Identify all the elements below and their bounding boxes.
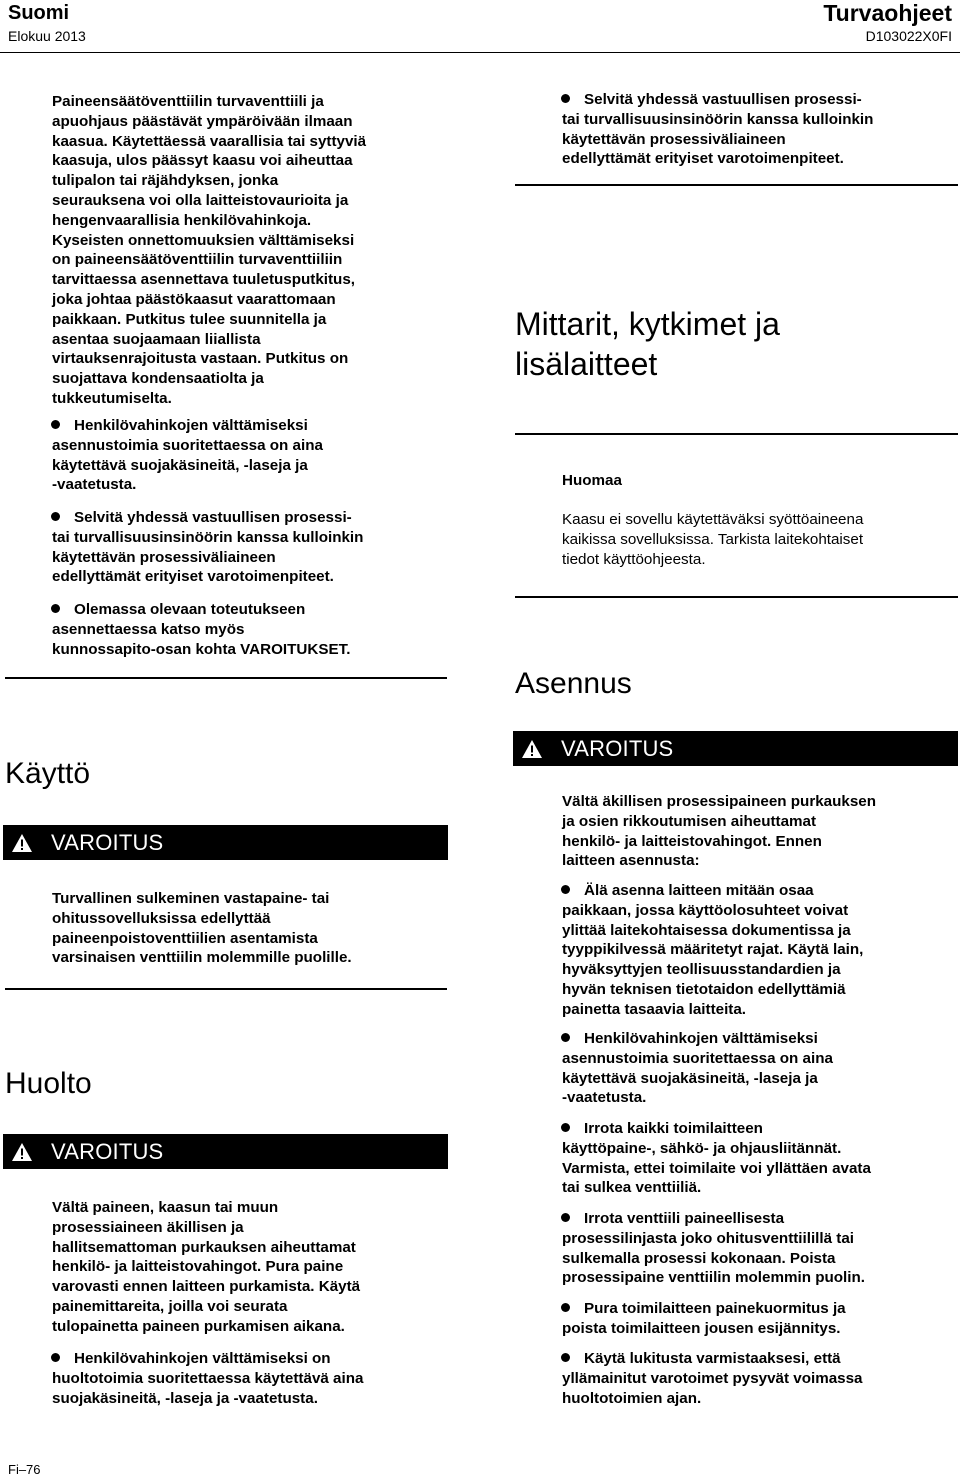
bullet-icon — [561, 885, 570, 894]
warning-banner — [3, 825, 448, 860]
section-divider — [515, 184, 958, 186]
bullet-icon — [51, 420, 60, 429]
warning-icon — [11, 1142, 33, 1162]
text-line: asentaa suojaamaan liiallista — [52, 330, 261, 348]
text-line: kaasuja, ulos päässyt kaasu voi aiheuttaa — [52, 152, 353, 170]
list-item: Irrota kaikki toimilaitteen käyttöpaine-, sähkö- ja ohjausliitännät. Varmista, ettei toimilaite voi yllättäen avata tai sulkea venttiiliä. — [562, 1120, 871, 1197]
header-title: Turvaohjeet — [823, 0, 952, 26]
section-divider — [5, 677, 447, 679]
list-item: Henkilövahinkojen välttämiseksi on huoltotoimia suoritettaessa käytettävä aina suojakäsineitä, -laseja ja -vaatetusta. — [52, 1350, 364, 1407]
text-line: seurauksena voi olla laitteistovaurioita ja — [52, 191, 349, 209]
section-divider — [5, 988, 447, 990]
warning-label: VAROITUS — [561, 735, 674, 761]
text-line: tarvittaessa asennettava tuuletusputkitus, — [52, 271, 356, 289]
text-line: joka johtaa päästökaasut vaarattomaan — [52, 290, 336, 308]
list-item: Selvitä yhdessä vastuullisen prosessi- tai turvallisuusinsinöörin kanssa kulloinkin käytettävän prosessiväliaineen edellyttämät erityiset varotoimenpiteet. — [52, 509, 364, 586]
section-divider — [515, 596, 958, 598]
intro-warning-text — [52, 92, 452, 409]
warning-icon — [11, 833, 33, 853]
header-doc-number: D103022X0FI — [865, 28, 952, 44]
bullet-icon — [561, 1213, 570, 1222]
bullet-icon — [561, 1303, 570, 1312]
bullet-icon — [561, 1353, 570, 1362]
text-line: apuohjaus päästävät ympäröivään ilmaan — [52, 112, 353, 130]
section-divider — [515, 433, 958, 435]
warning-label: VAROITUS — [51, 829, 164, 855]
warning-text: Turvallinen sulkeminen vastapaine- tai ohitussovelluksissa edellyttää paineenpoistoventtiilien asentamista varsinaisen venttiilin molemmille puolille. — [52, 890, 352, 967]
text-line: on paineensäätöventtiilin turvaventtiiliin — [52, 251, 343, 269]
warning-banner — [513, 731, 958, 766]
text-line: Kyseisten onnettomuuksien välttämiseksi — [52, 231, 355, 249]
text-line: hengenvaarallisia henkilövahinkoja. — [52, 211, 312, 229]
section-heading-mittarit: Mittarit, kytkimet ja lisälaitteet — [515, 306, 780, 382]
text-line: virtauksenrajoitusta vastaan. Putkitus on — [52, 350, 349, 368]
header-date: Elokuu 2013 — [8, 28, 86, 44]
text-line: suojattava kondensaatiolta ja — [52, 370, 264, 388]
header-rule — [0, 52, 960, 53]
list-item: Pura toimilaitteen painekuormitus ja poista toimilaitteen jousen esijännitys. — [562, 1300, 846, 1337]
bullet-icon — [51, 604, 60, 613]
warning-text: Vältä paineen, kaasun tai muun prosessiaineen äkillisen ja hallitsemattoman purkauksen aiheuttamat henkilö- ja laitteistovahingot. Pura paine varovasti ennen laitteen purkamista. Käytä painemittareita, joilla voi seurata tulopainetta paineen purkamisen aikana. — [52, 1199, 361, 1335]
warning-icon — [521, 739, 543, 759]
list-item: Olemassa olevaan toteutukseen asennettaessa katso myös kunnossapito-osan kohta VAROITUKSET. — [52, 601, 351, 658]
warning-text: Vältä äkillisen prosessipaineen purkauksen ja osien rikkoutumisen aiheuttamat henkilö- ja laitteistovahingot. Ennen laitteen asennusta: — [562, 793, 877, 870]
text-line: Paineensäätöventtiilin turvaventtiili ja — [52, 93, 324, 110]
list-item: Henkilövahinkojen välttämiseksi asennustoimia suoritettaessa on aina käytettävä suojakäsineitä, -laseja ja -vaatetusta. — [562, 1030, 833, 1107]
list-item: Henkilövahinkojen välttämiseksi asennustoimia suoritettaessa on aina käytettävä suojakäsineitä, -laseja ja -vaatetusta. — [52, 417, 323, 494]
list-item: Selvitä yhdessä vastuullisen prosessi- tai turvallisuusinsinöörin kanssa kulloinkin käytettävän prosessiväliaineen edellyttämät erityiset varotoimenpiteet. — [562, 91, 874, 168]
section-heading-asennus: Asennus — [515, 667, 632, 700]
list-item: Älä asenna laitteen mitään osaa paikkaan, jossa käyttöolosuhteet voivat ylittää laitekohtaisessa dokumentissa ja tyyppikilvessä määritetyt rajat. Käytä lain, hyväksyttyjen teollisuusstandardien ja hyvän teknisen tietotaidon edellyttämiä painetta tasaavia laitteita. — [562, 882, 864, 1018]
list-item: Irrota venttiili paineellisesta prosessilinjasta joko ohitusventtiilillä tai sulkemalla prosessi kokonaan. Poista prosessipaine venttiilin molemmin puolin. — [562, 1210, 865, 1287]
bullet-icon — [561, 94, 570, 103]
warning-banner — [3, 1134, 448, 1169]
bullet-icon — [561, 1123, 570, 1132]
note-text: Kaasu ei sovellu käytettäväksi syöttöaineena kaikissa sovelluksissa. Tarkista laitekohtaiset tiedot käyttöohjeesta. — [562, 511, 864, 568]
note-heading: Huomaa — [562, 472, 622, 489]
list-item: Käytä lukitusta varmistaaksesi, että yllämainitut varotoimet pysyvät voimassa huoltotoimien ajan. — [562, 1350, 863, 1407]
section-heading-kaytto: Käyttö — [5, 757, 91, 790]
bullet-icon — [51, 1353, 60, 1362]
bullet-icon — [51, 512, 60, 521]
text-line: paikkaan. Putkitus tulee suunnitella ja — [52, 310, 327, 328]
text-line: kaasua. Käytettäessä vaarallisia tai syttyviä — [52, 132, 367, 150]
text-line: tulipalon tai räjähdyksen, jonka — [52, 172, 279, 190]
bullet-icon — [561, 1033, 570, 1042]
section-heading-huolto: Huolto — [5, 1067, 92, 1100]
page-number: Fi–76 — [8, 1462, 41, 1477]
header-language: Suomi — [8, 2, 70, 24]
warning-label: VAROITUS — [51, 1138, 164, 1164]
text-line: tukkeutumiselta. — [52, 389, 172, 407]
